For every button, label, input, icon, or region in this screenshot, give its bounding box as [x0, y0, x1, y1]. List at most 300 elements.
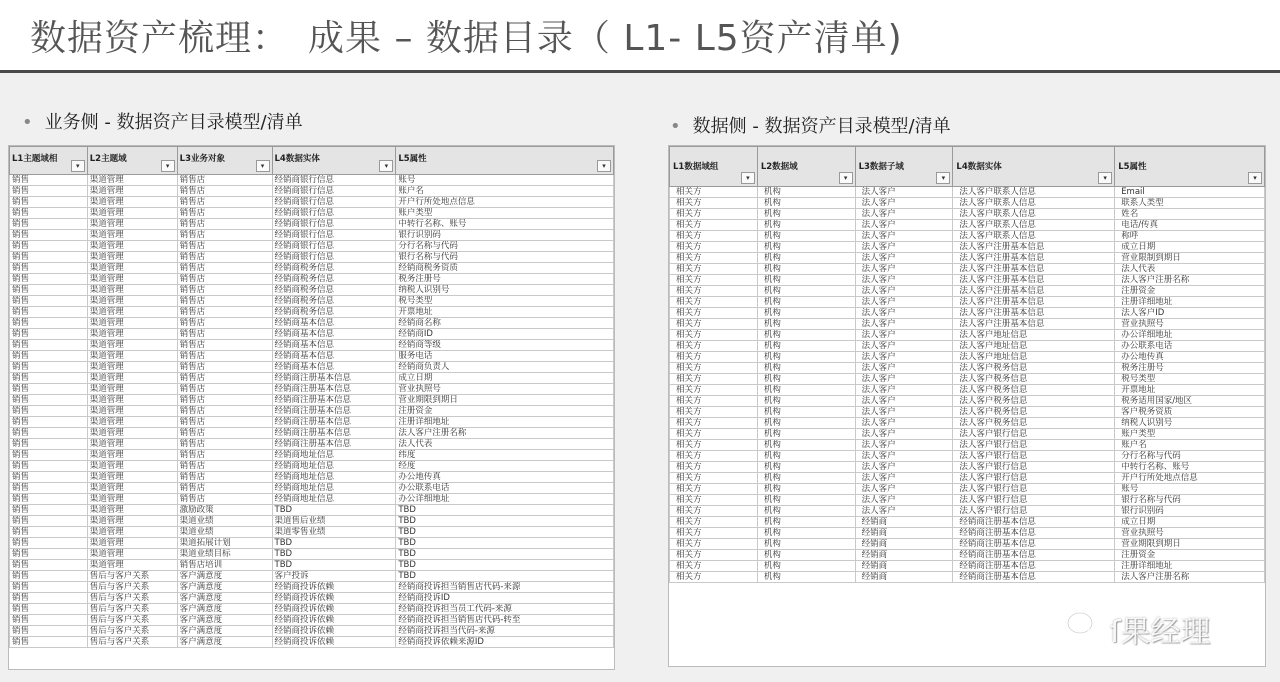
table-row: [10, 175, 614, 186]
table-cell: 法人客户注册名称: [396, 428, 614, 439]
table-cell: 售后与客户关系: [87, 571, 177, 582]
table-cell: 分行名称与代码: [396, 241, 614, 252]
table-cell: 银行名称与代码: [396, 252, 614, 263]
table-cell: 经销商负责人: [396, 362, 614, 373]
column-header: [670, 147, 758, 187]
table-cell: 经销商地址信息: [272, 494, 396, 505]
table-row: [10, 439, 614, 450]
table-cell: 机构: [757, 418, 855, 429]
table-cell: 销售店: [177, 450, 272, 461]
table-cell: 销售店: [177, 285, 272, 296]
table-cell: 渠道管理: [87, 175, 177, 186]
wechat-icon: [1066, 609, 1104, 643]
table-cell: 激励政策: [177, 505, 272, 516]
table-cell: 销售店: [177, 241, 272, 252]
table-cell: 法人客户注册名称: [1115, 572, 1265, 583]
table-cell: TBD: [272, 505, 396, 516]
table-cell: 销售: [10, 373, 88, 384]
table-cell: 渠道管理: [87, 505, 177, 516]
table-cell: 机构: [757, 385, 855, 396]
table-row: [670, 330, 1265, 341]
table-cell: 经销商注册基本信息: [272, 406, 396, 417]
table-row: [10, 307, 614, 318]
table-cell: 销售: [10, 351, 88, 362]
table-cell: 渠道管理: [87, 362, 177, 373]
table-cell: 法人客户: [855, 429, 953, 440]
table-cell: 渠道管理: [87, 483, 177, 494]
column-header-label: L1数据域组: [673, 162, 719, 172]
table-cell: 法人客户: [855, 264, 953, 275]
table-cell: 税务适用国家/地区: [1115, 396, 1265, 407]
table-cell: 机构: [757, 506, 855, 517]
table-cell: 法人客户注册名称: [1115, 275, 1265, 286]
table-cell: 经销商基本信息: [272, 362, 396, 373]
table-cell: 渠道管理: [87, 406, 177, 417]
table-row: [670, 242, 1265, 253]
table-cell: 开户行所处地点信息: [396, 197, 614, 208]
table-cell: 销售店: [177, 175, 272, 186]
table-cell: 相关方: [670, 528, 758, 539]
table-cell: 法人客户银行信息: [953, 506, 1115, 517]
table-cell: 经销商银行信息: [272, 197, 396, 208]
table-cell: 销售: [10, 241, 88, 252]
table-cell: 相关方: [670, 517, 758, 528]
table-row: [670, 286, 1265, 297]
table-cell: 经销商地址信息: [272, 483, 396, 494]
table-cell: 法人客户联系人信息: [953, 187, 1115, 198]
table-cell: 办公详细地址: [396, 494, 614, 505]
table-cell: 法人客户: [855, 462, 953, 473]
table-cell: 渠道拓展计划: [177, 538, 272, 549]
table-cell: 售后与客户关系: [87, 582, 177, 593]
table-cell: 相关方: [670, 495, 758, 506]
data-catalog-table: [669, 146, 1265, 583]
table-cell: 经销商投诉依赖: [272, 626, 396, 637]
table-cell: 经销商银行信息: [272, 208, 396, 219]
table-row: [670, 341, 1265, 352]
data-side-caption: [670, 112, 951, 138]
table-cell: 客户满意度: [177, 593, 272, 604]
table-cell: 法人客户: [855, 396, 953, 407]
table-cell: 机构: [757, 220, 855, 231]
table-cell: 经销商银行信息: [272, 219, 396, 230]
table-cell: 售后与客户关系: [87, 626, 177, 637]
table-cell: 渠道零售业绩: [272, 527, 396, 538]
table-cell: 经销商等级: [396, 340, 614, 351]
table-cell: TBD: [396, 538, 614, 549]
table-cell: 客户投诉: [272, 571, 396, 582]
table-cell: 经销商注册基本信息: [953, 528, 1115, 539]
table-cell: 经销商投诉依赖: [272, 615, 396, 626]
data-side-caption-text: 数据侧 - 数据资产目录模型/清单: [692, 116, 951, 137]
dropdown-arrow-icon[interactable]: ▾: [256, 160, 270, 172]
table-cell: 销售: [10, 494, 88, 505]
table-row: [670, 528, 1265, 539]
table-row: [670, 209, 1265, 220]
table-cell: 机构: [757, 451, 855, 462]
table-cell: 机构: [757, 231, 855, 242]
table-cell: 相关方: [670, 209, 758, 220]
table-row: [670, 352, 1265, 363]
table-cell: 相关方: [670, 418, 758, 429]
table-cell: 机构: [757, 495, 855, 506]
table-cell: 销售店: [177, 351, 272, 362]
table-cell: 渠道管理: [87, 230, 177, 241]
table-cell: 税号类型: [1115, 374, 1265, 385]
table-cell: 姓名: [1115, 209, 1265, 220]
table-cell: 经销商地址信息: [272, 450, 396, 461]
dropdown-arrow-icon[interactable]: ▾: [379, 160, 393, 172]
table-cell: 销售: [10, 175, 88, 186]
dropdown-arrow-icon[interactable]: ▾: [597, 160, 611, 172]
table-cell: TBD: [396, 560, 614, 571]
table-cell: 法人客户: [855, 440, 953, 451]
table-cell: 法人客户: [855, 308, 953, 319]
table-cell: 经销商注册基本信息: [272, 439, 396, 450]
table-cell: 相关方: [670, 286, 758, 297]
table-cell: 机构: [757, 264, 855, 275]
table-row: [10, 285, 614, 296]
table-cell: 渠道管理: [87, 549, 177, 560]
table-cell: 销售店: [177, 406, 272, 417]
table-cell: 法人客户: [855, 473, 953, 484]
table-row: [670, 253, 1265, 264]
table-row: [670, 517, 1265, 528]
table-cell: 销售: [10, 340, 88, 351]
table-cell: 中转行名称、账号: [396, 219, 614, 230]
dropdown-arrow-icon[interactable]: ▾: [839, 172, 853, 184]
dropdown-arrow-icon[interactable]: ▾: [1248, 172, 1262, 184]
table-cell: 经销商投诉依赖来源ID: [396, 637, 614, 648]
table-row: [670, 187, 1265, 198]
table-cell: 法人客户: [855, 286, 953, 297]
table-row: [670, 231, 1265, 242]
table-cell: 相关方: [670, 275, 758, 286]
title-bar: [0, 0, 1280, 72]
table-cell: 销售店: [177, 362, 272, 373]
table-cell: 销售: [10, 516, 88, 527]
table-row: [10, 406, 614, 417]
table-row: [670, 572, 1265, 583]
table-row: [670, 275, 1265, 286]
table-cell: TBD: [396, 527, 614, 538]
table-cell: 渠道管理: [87, 395, 177, 406]
table-cell: 联系人类型: [1115, 198, 1265, 209]
table-cell: 渠道售后业绩: [272, 516, 396, 527]
table-cell: 相关方: [670, 561, 758, 572]
table-cell: 经销商注册基本信息: [953, 572, 1115, 583]
table-cell: 渠道管理: [87, 428, 177, 439]
table-cell: 办公地传真: [1115, 352, 1265, 363]
table-cell: 经销商: [855, 550, 953, 561]
table-cell: 销售: [10, 263, 88, 274]
table-cell: 销售: [10, 538, 88, 549]
table-cell: 法人客户税务信息: [953, 418, 1115, 429]
table-cell: 经销商注册基本信息: [272, 384, 396, 395]
business-side-caption: [22, 108, 303, 134]
table-cell: TBD: [396, 571, 614, 582]
table-cell: 账户名: [396, 186, 614, 197]
table-cell: 经销商注册基本信息: [953, 550, 1115, 561]
table-cell: 机构: [757, 363, 855, 374]
table-cell: 法人客户: [855, 220, 953, 231]
table-cell: 法人客户: [855, 352, 953, 363]
watermark-text: ſ果经理: [1110, 615, 1211, 650]
table-cell: 机构: [757, 286, 855, 297]
table-cell: TBD: [272, 549, 396, 560]
table-cell: 经销商注册基本信息: [272, 373, 396, 384]
table-cell: 经销商基本信息: [272, 329, 396, 340]
table-cell: 经销商投诉担当员工代码-来源: [396, 604, 614, 615]
column-header: [855, 147, 953, 187]
table-cell: 经销商: [855, 561, 953, 572]
table-cell: 法人客户: [855, 275, 953, 286]
table-cell: 法人客户注册基本信息: [953, 286, 1115, 297]
table-cell: 营业执照号: [396, 384, 614, 395]
table-cell: 成立日期: [1115, 517, 1265, 528]
table-cell: 机构: [757, 429, 855, 440]
table-row: [670, 363, 1265, 374]
table-row: [10, 318, 614, 329]
table-cell: 经度: [396, 461, 614, 472]
table-cell: Email: [1115, 187, 1265, 198]
table-cell: 相关方: [670, 550, 758, 561]
column-header-label: L5属性: [398, 154, 427, 164]
table-cell: 办公联系电话: [396, 483, 614, 494]
table-cell: 机构: [757, 352, 855, 363]
table-row: [10, 230, 614, 241]
table-cell: 法人客户地址信息: [953, 352, 1115, 363]
table-cell: 注册资金: [396, 406, 614, 417]
table-cell: 账号: [1115, 484, 1265, 495]
table-row: [10, 450, 614, 461]
table-row: [670, 396, 1265, 407]
table-cell: 售后与客户关系: [87, 637, 177, 648]
table-row: [670, 198, 1265, 209]
table-cell: 机构: [757, 198, 855, 209]
table-row: [10, 208, 614, 219]
table-cell: 法人客户联系人信息: [953, 198, 1115, 209]
table-cell: 法人代表: [1115, 264, 1265, 275]
filter-active-icon[interactable]: ▾: [71, 160, 85, 172]
table-cell: 法人客户: [855, 506, 953, 517]
table-cell: 销售店: [177, 417, 272, 428]
table-cell: 渠道业绩: [177, 527, 272, 538]
table-cell: 机构: [757, 330, 855, 341]
table-cell: 机构: [757, 253, 855, 264]
table-cell: 销售店: [177, 296, 272, 307]
table-cell: 相关方: [670, 187, 758, 198]
table-cell: 销售店: [177, 307, 272, 318]
table-row: [670, 264, 1265, 275]
table-cell: 渠道管理: [87, 384, 177, 395]
table-row: [670, 319, 1265, 330]
table-cell: 账户类型: [396, 208, 614, 219]
table-cell: 法人客户: [855, 484, 953, 495]
table-cell: 账户类型: [1115, 429, 1265, 440]
table-cell: 经销商银行信息: [272, 252, 396, 263]
dropdown-arrow-icon[interactable]: ▾: [161, 160, 175, 172]
table-cell: 纳税人识别号: [1115, 418, 1265, 429]
table-cell: 经销商投诉依赖: [272, 593, 396, 604]
bullet-icon: •: [22, 112, 33, 133]
table-cell: 客户满意度: [177, 571, 272, 582]
table-cell: 银行识别码: [396, 230, 614, 241]
table-cell: 销售店: [177, 461, 272, 472]
table-cell: 销售: [10, 593, 88, 604]
table-cell: 经销商税务信息: [272, 285, 396, 296]
table-cell: 售后与客户关系: [87, 604, 177, 615]
table-cell: 经销商基本信息: [272, 318, 396, 329]
table-row: [670, 484, 1265, 495]
filter-active-icon[interactable]: ▾: [741, 172, 755, 184]
table-row: [10, 329, 614, 340]
dropdown-arrow-icon[interactable]: ▾: [1098, 172, 1112, 184]
table-cell: 销售: [10, 197, 88, 208]
table-cell: 法人代表: [396, 439, 614, 450]
table-cell: 经销商银行信息: [272, 241, 396, 252]
table-row: [10, 483, 614, 494]
table-cell: 营业期限到期日: [1115, 539, 1265, 550]
table-cell: 相关方: [670, 220, 758, 231]
table-row: [10, 384, 614, 395]
table-cell: 法人客户: [855, 374, 953, 385]
table-cell: 银行识别码: [1115, 506, 1265, 517]
column-header: [177, 147, 272, 175]
table-cell: 机构: [757, 561, 855, 572]
table-cell: 营业限制到期日: [1115, 253, 1265, 264]
table-cell: 相关方: [670, 473, 758, 484]
table-cell: TBD: [396, 516, 614, 527]
table-cell: 办公联系电话: [1115, 341, 1265, 352]
table-cell: 经销商: [855, 528, 953, 539]
table-row: [10, 472, 614, 483]
table-cell: 渠道管理: [87, 296, 177, 307]
table-cell: 销售店培训: [177, 560, 272, 571]
table-cell: 销售: [10, 384, 88, 395]
table-cell: 销售: [10, 483, 88, 494]
business-catalog-table: [9, 146, 614, 648]
table-cell: 法人客户联系人信息: [953, 220, 1115, 231]
table-cell: 银行名称与代码: [1115, 495, 1265, 506]
table-cell: 法人客户注册基本信息: [953, 242, 1115, 253]
table-row: [10, 252, 614, 263]
table-cell: 开票地址: [1115, 385, 1265, 396]
table-cell: 法人客户: [855, 495, 953, 506]
table-cell: 机构: [757, 539, 855, 550]
dropdown-arrow-icon[interactable]: ▾: [936, 172, 950, 184]
column-header-label: L4数据实体: [274, 154, 320, 164]
table-cell: 机构: [757, 209, 855, 220]
table-cell: 渠道管理: [87, 241, 177, 252]
table-cell: 经销商注册基本信息: [953, 539, 1115, 550]
table-row: [670, 561, 1265, 572]
table-cell: 法人客户税务信息: [953, 385, 1115, 396]
table-row: [670, 495, 1265, 506]
table-cell: 销售: [10, 219, 88, 230]
table-row: [10, 461, 614, 472]
bullet-icon: •: [670, 116, 681, 137]
table-cell: 经销商注册基本信息: [272, 428, 396, 439]
table-cell: 销售: [10, 417, 88, 428]
column-header: [953, 147, 1115, 187]
table-cell: 渠道业绩目标: [177, 549, 272, 560]
table-cell: 法人客户银行信息: [953, 440, 1115, 451]
table-cell: 渠道管理: [87, 472, 177, 483]
table-row: [670, 308, 1265, 319]
table-cell: 销售店: [177, 318, 272, 329]
table-cell: 经销商投诉依赖: [272, 604, 396, 615]
table-cell: 销售: [10, 582, 88, 593]
table-cell: 销售: [10, 285, 88, 296]
wechat-watermark: [1066, 605, 1246, 649]
table-cell: 销售: [10, 505, 88, 516]
table-cell: 法人客户: [855, 231, 953, 242]
table-cell: 经销商投诉依赖: [272, 582, 396, 593]
table-row: [670, 550, 1265, 561]
column-header: [396, 147, 614, 175]
table-cell: 机构: [757, 187, 855, 198]
table-cell: 机构: [757, 473, 855, 484]
table-cell: 机构: [757, 462, 855, 473]
table-cell: 经销商银行信息: [272, 175, 396, 186]
table-cell: 销售店: [177, 230, 272, 241]
table-cell: 销售: [10, 406, 88, 417]
column-header-label: L3数据子域: [858, 162, 904, 172]
table-cell: 相关方: [670, 572, 758, 583]
table-cell: 销售: [10, 329, 88, 340]
table-cell: 销售: [10, 560, 88, 571]
table-cell: 分行名称与代码: [1115, 451, 1265, 462]
table-cell: 销售: [10, 571, 88, 582]
column-header-label: L5属性: [1118, 162, 1147, 172]
table-row: [10, 527, 614, 538]
table-row: [10, 417, 614, 428]
table-cell: 机构: [757, 275, 855, 286]
table-row: [10, 340, 614, 351]
table-row: [10, 538, 614, 549]
table-cell: 渠道管理: [87, 461, 177, 472]
table-cell: 客户税务资质: [1115, 407, 1265, 418]
table-cell: 相关方: [670, 451, 758, 462]
table-cell: 经销商税务信息: [272, 274, 396, 285]
table-cell: 机构: [757, 297, 855, 308]
table-cell: 销售: [10, 296, 88, 307]
table-cell: 渠道管理: [87, 219, 177, 230]
table-cell: 税务注册号: [1115, 363, 1265, 374]
table-cell: 机构: [757, 396, 855, 407]
table-cell: 营业执照号: [1115, 319, 1265, 330]
table-cell: 销售店: [177, 219, 272, 230]
table-cell: 法人客户: [855, 319, 953, 330]
table-row: [10, 571, 614, 582]
table-cell: 渠道管理: [87, 560, 177, 571]
table-cell: 渠道管理: [87, 252, 177, 263]
table-row: [10, 296, 614, 307]
table-cell: 渠道管理: [87, 351, 177, 362]
table-cell: 法人客户: [855, 187, 953, 198]
table-row: [670, 440, 1265, 451]
table-cell: 经销商名称: [396, 318, 614, 329]
table-cell: 销售: [10, 252, 88, 263]
table-cell: 客户满意度: [177, 582, 272, 593]
table-cell: 经销商: [855, 572, 953, 583]
column-header: [87, 147, 177, 175]
table-cell: 相关方: [670, 253, 758, 264]
table-cell: 法人客户银行信息: [953, 462, 1115, 473]
table-cell: TBD: [396, 549, 614, 560]
table-cell: 成立日期: [396, 373, 614, 384]
